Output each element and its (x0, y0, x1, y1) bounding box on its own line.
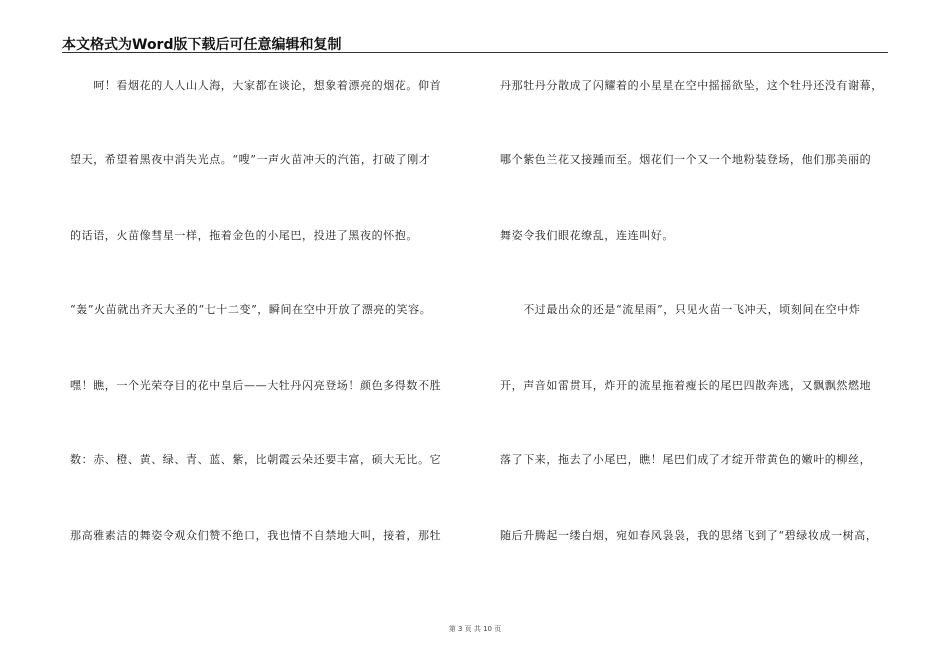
paragraph-line: 不过最出众的还是“流星雨”，只见火苗一飞冲天，顷刻间在空中炸 (500, 303, 861, 316)
paragraph-line: 哪个紫色兰花又接踵而至。烟花们一个又一个地粉装登场，他们那美丽的 (500, 153, 872, 166)
paragraph-line: 数：赤、橙、黄、绿、青、蓝、紫，比朝霞云朵还要丰富，硕大无比。它 (70, 453, 442, 466)
paragraph-line: “轰”火苗就出齐天大圣的“七十二变”，瞬间在空中开放了漂亮的笑容。 (70, 303, 432, 316)
paragraph-line: 嘿！瞧，一个光荣夺目的花中皇后——大牡丹闪亮登场！颜色多得数不胜 (70, 379, 442, 392)
paragraph-line: 丹那牡丹分散成了闪耀着的小星星在空中摇摇欲坠，这个牡丹还没有谢幕， (500, 79, 883, 92)
right-text-column (500, 0, 900, 672)
paragraph-line: 舞姿令我们眼花缭乱，连连叫好。 (500, 229, 674, 242)
page-number: 第 3 页 共 10 页 (448, 625, 502, 633)
paragraph-line: 望天，希望着黑夜中消失光点。“嗖”一声火苗冲天的汽笛，打破了刚才 (70, 153, 431, 166)
paragraph-line: 落了下来，拖去了小尾巴，瞧！尾巴们成了才绽开带黄色的嫩叶的柳丝， (500, 453, 872, 466)
left-text-column (70, 0, 470, 672)
document-header-title: 本文格式为Word版下载后可任意编辑和复制 (62, 37, 342, 53)
paragraph-line: 呵！看烟花的人人山人海，大家都在谈论，想象着漂亮的烟花。仰首 (70, 79, 442, 92)
paragraph-line: 那高雅素洁的舞姿令观众们赞不绝口，我也情不自禁地大叫，接着，那牡 (70, 529, 442, 542)
paragraph-line: 随后升腾起一缕白烟，宛如春风袅袅，我的思绪飞到了“碧绿妆成一树高， (500, 529, 878, 542)
paragraph-line: 开，声音如雷贯耳，炸开的流星拖着瘦长的尾巴四散奔逃，又飘飘然燃地 (500, 379, 872, 392)
paragraph-line: 的话语，火苗像彗星一样，拖着金色的小尾巴，投进了黑夜的怀抱。 (70, 229, 418, 242)
